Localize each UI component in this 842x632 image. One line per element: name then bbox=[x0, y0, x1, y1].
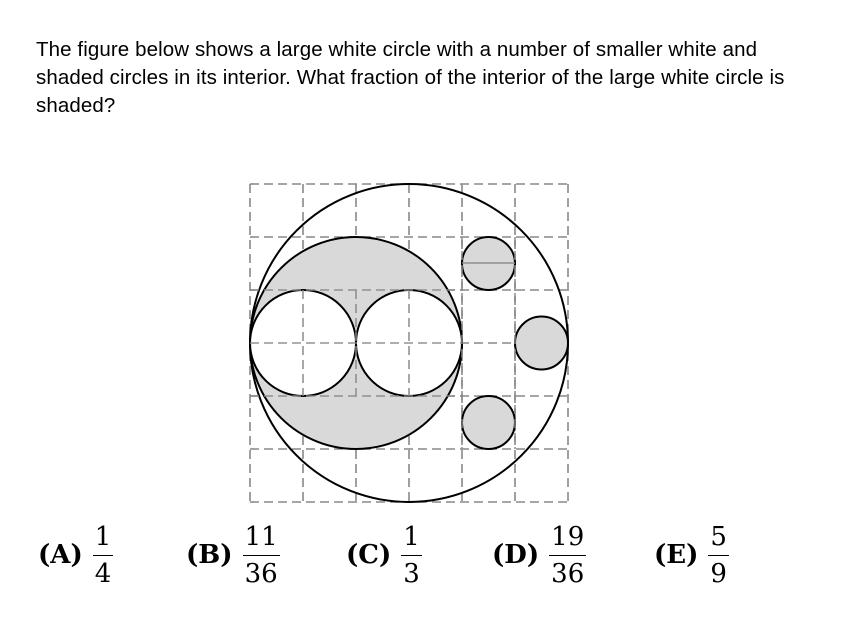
question-text: The figure below shows a large white circle with a number of smaller white and shaded circles in its interior. What fraction of the interior of the large white circle is shaded? bbox=[36, 38, 785, 117]
choice-e-denominator: 9 bbox=[710, 558, 727, 589]
choice-e-fraction bbox=[708, 522, 729, 589]
choice-e-numerator: 5 bbox=[710, 521, 727, 552]
choice-b-fraction bbox=[243, 522, 280, 589]
small-shaded-circle-bottom bbox=[462, 396, 515, 449]
choice-d[interactable] bbox=[492, 515, 586, 595]
choice-c-fraction bbox=[401, 522, 422, 589]
choice-a[interactable] bbox=[38, 515, 113, 595]
choice-d-fraction bbox=[549, 522, 586, 589]
choice-e[interactable] bbox=[654, 515, 729, 595]
choice-e-letter: (E) bbox=[654, 540, 699, 570]
choice-b-letter: (B) bbox=[186, 540, 233, 570]
choice-d-denominator: 36 bbox=[551, 558, 585, 589]
choice-a-letter: (A) bbox=[38, 540, 83, 570]
small-shaded-circle-right bbox=[515, 317, 568, 370]
choice-b[interactable] bbox=[186, 515, 280, 595]
choice-c[interactable] bbox=[346, 515, 422, 595]
choice-d-numerator: 19 bbox=[551, 521, 585, 552]
choice-a-denominator: 4 bbox=[94, 558, 112, 589]
choice-b-numerator: 11 bbox=[244, 521, 278, 552]
choice-c-numerator: 1 bbox=[403, 521, 420, 552]
choice-b-denominator: 36 bbox=[244, 558, 278, 589]
choice-a-fraction bbox=[93, 522, 114, 589]
choice-d-letter: (D) bbox=[492, 540, 540, 570]
choice-c-letter: (C) bbox=[346, 540, 392, 570]
choice-a-numerator: 1 bbox=[94, 521, 112, 552]
choice-c-denominator: 3 bbox=[403, 558, 420, 589]
